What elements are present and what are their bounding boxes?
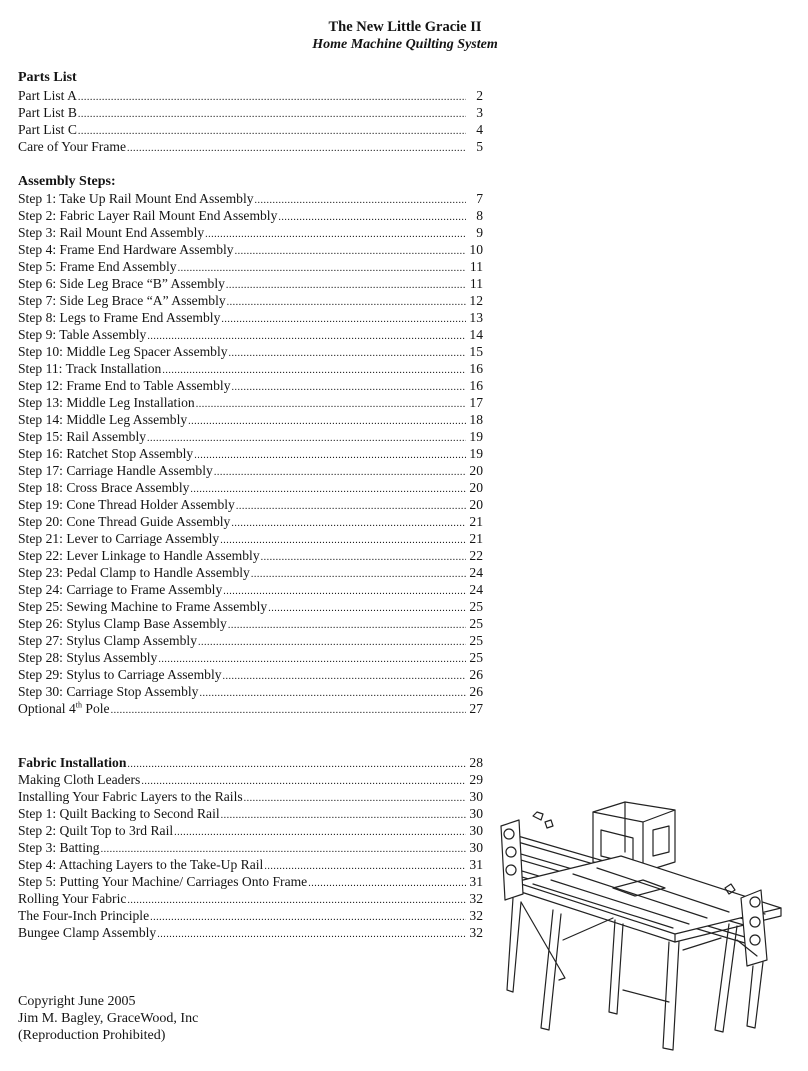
assembly-step-entry <box>18 394 483 411</box>
toc-entry-page-number: 8 <box>476 208 483 223</box>
toc-entry-label: Step 5: Frame End Assembly <box>18 259 177 274</box>
assembly-step-entry <box>18 683 483 700</box>
assembly-step-entry <box>18 479 483 496</box>
toc-entry-page-number: 25 <box>469 633 483 648</box>
assembly-step-entry <box>18 581 483 598</box>
fabric-section-entry <box>18 754 483 771</box>
toc-entry-page-number: 31 <box>469 857 483 872</box>
dot-leader <box>244 790 466 807</box>
toc-entry-label: Step 27: Stylus Clamp Assembly <box>18 633 198 648</box>
dot-leader <box>232 379 466 396</box>
parts-list-entry <box>18 87 483 104</box>
toc-entry-label <box>18 700 110 717</box>
toc-entry-page-number: 7 <box>476 191 483 206</box>
dot-leader <box>308 875 466 892</box>
assembly-step-entry <box>18 207 483 224</box>
assembly-step-entry <box>18 258 483 275</box>
toc-entry-label: Step 19: Cone Thread Holder Assembly <box>18 497 235 512</box>
quilting-frame-illustration <box>493 790 798 1060</box>
fabric-section-entry <box>18 907 483 924</box>
toc-entry-page-number: 25 <box>469 599 483 614</box>
copyright-line: Copyright June 2005 <box>18 994 136 1009</box>
toc-entry-label: Step 26: Stylus Clamp Base Assembly <box>18 616 227 631</box>
assembly-step-entry <box>18 632 483 649</box>
assembly-step-entry <box>18 564 483 581</box>
toc-entry-label: Step 28: Stylus Assembly <box>18 650 158 665</box>
toc-entry-label: Part List B <box>18 105 77 120</box>
dot-leader <box>78 89 466 106</box>
toc-entry-page-number: 21 <box>469 514 483 529</box>
toc-entry-page-number: 19 <box>469 446 483 461</box>
fabric-section-entry <box>18 890 483 907</box>
toc-entry-page-number: 25 <box>469 616 483 631</box>
toc-entry-label: Step 13: Middle Leg Installation <box>18 395 195 410</box>
toc-entry-label: Step 3: Batting <box>18 840 100 855</box>
dot-leader <box>261 549 466 566</box>
toc-entry-page-number: 30 <box>469 806 483 821</box>
toc-entry-label: Step 4: Attaching Layers to the Take-Up Rail <box>18 857 264 872</box>
dot-leader <box>221 807 466 824</box>
fabric-section-entry <box>18 873 483 890</box>
assembly-step-entry <box>18 598 483 615</box>
toc-entry-label: Step 25: Sewing Machine to Frame Assembly <box>18 599 268 614</box>
dot-leader <box>221 311 466 328</box>
toc-entry-page-number: 21 <box>469 531 483 546</box>
toc-entry-label: Step 21: Lever to Carriage Assembly <box>18 531 220 546</box>
author-line: Jim M. Bagley, GraceWood, Inc <box>18 1011 199 1026</box>
toc-entry-label: Step 2: Quilt Top to 3rd Rail <box>18 823 174 838</box>
toc-entry-label: Step 17: Carriage Handle Assembly <box>18 463 213 478</box>
dot-leader <box>111 702 466 719</box>
toc-entry-label: Step 8: Legs to Frame End Assembly <box>18 310 221 325</box>
fabric-section-entry <box>18 805 483 822</box>
dot-leader <box>214 464 466 481</box>
assembly-step-entry <box>18 360 483 377</box>
toc-entry-label: Step 3: Rail Mount End Assembly <box>18 225 205 240</box>
toc-entry-page-number: 16 <box>469 378 483 393</box>
toc-entry-page-number: 12 <box>469 293 483 308</box>
assembly-step-entry <box>18 241 483 258</box>
optional-label-prefix: Optional 4 <box>18 701 76 716</box>
toc-entry-page-number: 32 <box>469 891 483 906</box>
toc-entry-page-number: 4 <box>476 122 483 137</box>
dot-leader <box>199 685 466 702</box>
toc-entry-label: Installing Your Fabric Layers to the Rails <box>18 789 243 804</box>
dot-leader <box>188 413 466 430</box>
toc-entry-page-number: 32 <box>469 925 483 940</box>
dot-leader <box>127 140 466 157</box>
optional-label-suffix: Pole <box>82 701 110 716</box>
dot-leader <box>127 892 466 909</box>
fabric-section-entry <box>18 839 483 856</box>
assembly-step-entry <box>18 343 483 360</box>
document-subtitle: Home Machine Quilting System <box>312 37 498 52</box>
fabric-installation-toc <box>18 754 483 941</box>
reproduction-notice: (Reproduction Prohibited) <box>18 1028 166 1043</box>
assembly-step-entry <box>18 445 483 462</box>
toc-entry-label: Step 22: Lever Linkage to Handle Assembly <box>18 548 260 563</box>
dot-leader <box>174 824 466 841</box>
assembly-step-entry <box>18 275 483 292</box>
toc-entry-label: Rolling Your Fabric <box>18 891 127 906</box>
toc-entry-page-number: 27 <box>469 701 483 716</box>
dot-leader <box>228 617 466 634</box>
toc-entry-label: Step 29: Stylus to Carriage Assembly <box>18 667 222 682</box>
dot-leader <box>229 345 466 362</box>
toc-entry-page-number: 30 <box>469 840 483 855</box>
toc-entry-page-number: 31 <box>469 874 483 889</box>
toc-entry-label: Step 1: Quilt Backing to Second Rail <box>18 806 220 821</box>
toc-entry-page-number: 20 <box>469 480 483 495</box>
optional-label-superscript: th <box>75 700 83 710</box>
dot-leader <box>227 294 466 311</box>
dot-leader <box>198 634 466 651</box>
toc-entry-page-number: 32 <box>469 908 483 923</box>
toc-entry-page-number: 11 <box>469 259 483 274</box>
fabric-section-entry <box>18 788 483 805</box>
toc-entry-label: Step 4: Frame End Hardware Assembly <box>18 242 234 257</box>
toc-entry-label: Step 10: Middle Leg Spacer Assembly <box>18 344 228 359</box>
dot-leader <box>235 243 466 260</box>
parts-list-entry <box>18 138 483 155</box>
dot-leader <box>251 566 466 583</box>
assembly-step-entry <box>18 411 483 428</box>
dot-leader <box>223 668 466 685</box>
toc-entry-page-number: 25 <box>469 650 483 665</box>
toc-entry-label: Step 23: Pedal Clamp to Handle Assembly <box>18 565 250 580</box>
assembly-steps-toc <box>18 190 483 717</box>
dot-leader <box>127 756 466 773</box>
toc-entry-page-number: 10 <box>469 242 483 257</box>
toc-entry-label: Part List C <box>18 122 77 137</box>
toc-entry-page-number: 30 <box>469 823 483 838</box>
toc-entry-page-number: 13 <box>469 310 483 325</box>
toc-entry-label: Step 15: Rail Assembly <box>18 429 147 444</box>
fabric-section-entry <box>18 822 483 839</box>
assembly-step-entry <box>18 649 483 666</box>
fabric-section-entry <box>18 856 483 873</box>
toc-entry-page-number: 16 <box>469 361 483 376</box>
toc-entry-label: Step 1: Take Up Rail Mount End Assembly <box>18 191 254 206</box>
assembly-step-entry <box>18 428 483 445</box>
parts-list-entry <box>18 121 483 138</box>
toc-entry-page-number: 17 <box>469 395 483 410</box>
toc-entry-label: Part List A <box>18 88 77 103</box>
document-header <box>300 18 510 54</box>
copyright-block <box>18 993 198 1044</box>
dot-leader <box>268 600 466 617</box>
toc-entry-label: Step 5: Putting Your Machine/ Carriages Onto Frame <box>18 874 308 889</box>
toc-entry-page-number: 20 <box>469 497 483 512</box>
fabric-section-entry <box>18 924 483 941</box>
toc-entry-page-number: 22 <box>469 548 483 563</box>
assembly-step-entry <box>18 292 483 309</box>
dot-leader <box>236 498 466 515</box>
assembly-step-entry <box>18 547 483 564</box>
assembly-step-entry <box>18 530 483 547</box>
dot-leader <box>147 430 466 447</box>
toc-entry-page-number: 28 <box>469 755 483 770</box>
toc-entry-label: Step 6: Side Leg Brace “B” Assembly <box>18 276 225 291</box>
toc-entry-label: Step 30: Carriage Stop Assembly <box>18 684 199 699</box>
toc-entry-label: Step 24: Carriage to Frame Assembly <box>18 582 223 597</box>
toc-entry-page-number: 24 <box>469 565 483 580</box>
assembly-step-entry <box>18 496 483 513</box>
toc-entry-label: Step 20: Cone Thread Guide Assembly <box>18 514 231 529</box>
parts-list-heading: Parts List <box>18 70 77 85</box>
toc-entry-label: Bungee Clamp Assembly <box>18 925 157 940</box>
dot-leader <box>78 106 466 123</box>
assembly-steps-heading: Assembly Steps: <box>18 174 116 189</box>
toc-entry-label: Step 2: Fabric Layer Rail Mount End Assembly <box>18 208 278 223</box>
parts-list-toc <box>18 87 483 155</box>
toc-entry-page-number: 20 <box>469 463 483 478</box>
toc-entry-label: Step 12: Frame End to Table Assembly <box>18 378 231 393</box>
toc-entry-label: Making Cloth Leaders <box>18 772 141 787</box>
fabric-section-entry <box>18 771 483 788</box>
toc-entry-page-number: 18 <box>469 412 483 427</box>
assembly-step-entry <box>18 513 483 530</box>
toc-entry-page-number: 11 <box>469 276 483 291</box>
dot-leader <box>226 277 466 294</box>
document-title: The New Little Gracie II <box>328 19 482 35</box>
optional-pole-entry <box>18 700 483 717</box>
toc-entry-page-number: 19 <box>469 429 483 444</box>
assembly-step-entry <box>18 462 483 479</box>
dot-leader <box>194 447 466 464</box>
dot-leader <box>278 209 466 226</box>
assembly-step-entry <box>18 224 483 241</box>
assembly-step-entry <box>18 190 483 207</box>
assembly-step-entry <box>18 377 483 394</box>
assembly-step-entry <box>18 326 483 343</box>
toc-entry-page-number: 24 <box>469 582 483 597</box>
dot-leader <box>157 926 466 943</box>
toc-entry-page-number: 26 <box>469 684 483 699</box>
dot-leader <box>205 226 466 243</box>
toc-entry-page-number: 14 <box>469 327 483 342</box>
toc-entry-page-number: 15 <box>469 344 483 359</box>
assembly-step-entry <box>18 309 483 326</box>
toc-entry-page-number: 26 <box>469 667 483 682</box>
toc-entry-page-number: 5 <box>476 139 483 154</box>
toc-entry-page-number: 29 <box>469 772 483 787</box>
parts-list-entry <box>18 104 483 121</box>
toc-entry-label: Care of Your Frame <box>18 139 126 154</box>
dot-leader <box>150 909 466 926</box>
toc-entry-label: Step 18: Cross Brace Assembly <box>18 480 190 495</box>
toc-entry-label: Fabric Installation <box>18 755 127 770</box>
dot-leader <box>255 192 466 209</box>
toc-entry-page-number: 30 <box>469 789 483 804</box>
toc-entry-label: Step 14: Middle Leg Assembly <box>18 412 188 427</box>
toc-entry-label: Step 11: Track Installation <box>18 361 162 376</box>
toc-entry-label: The Four-Inch Principle <box>18 908 150 923</box>
toc-entry-label: Step 16: Ratchet Stop Assembly <box>18 446 194 461</box>
toc-entry-label: Step 7: Side Leg Brace “A” Assembly <box>18 293 226 308</box>
dot-leader <box>78 123 466 140</box>
dot-leader <box>231 515 466 532</box>
assembly-step-entry <box>18 615 483 632</box>
dot-leader <box>196 396 466 413</box>
toc-entry-page-number: 2 <box>476 88 483 103</box>
toc-entry-page-number: 3 <box>476 105 483 120</box>
assembly-step-entry <box>18 666 483 683</box>
toc-entry-page-number: 9 <box>476 225 483 240</box>
toc-entry-label: Step 9: Table Assembly <box>18 327 147 342</box>
